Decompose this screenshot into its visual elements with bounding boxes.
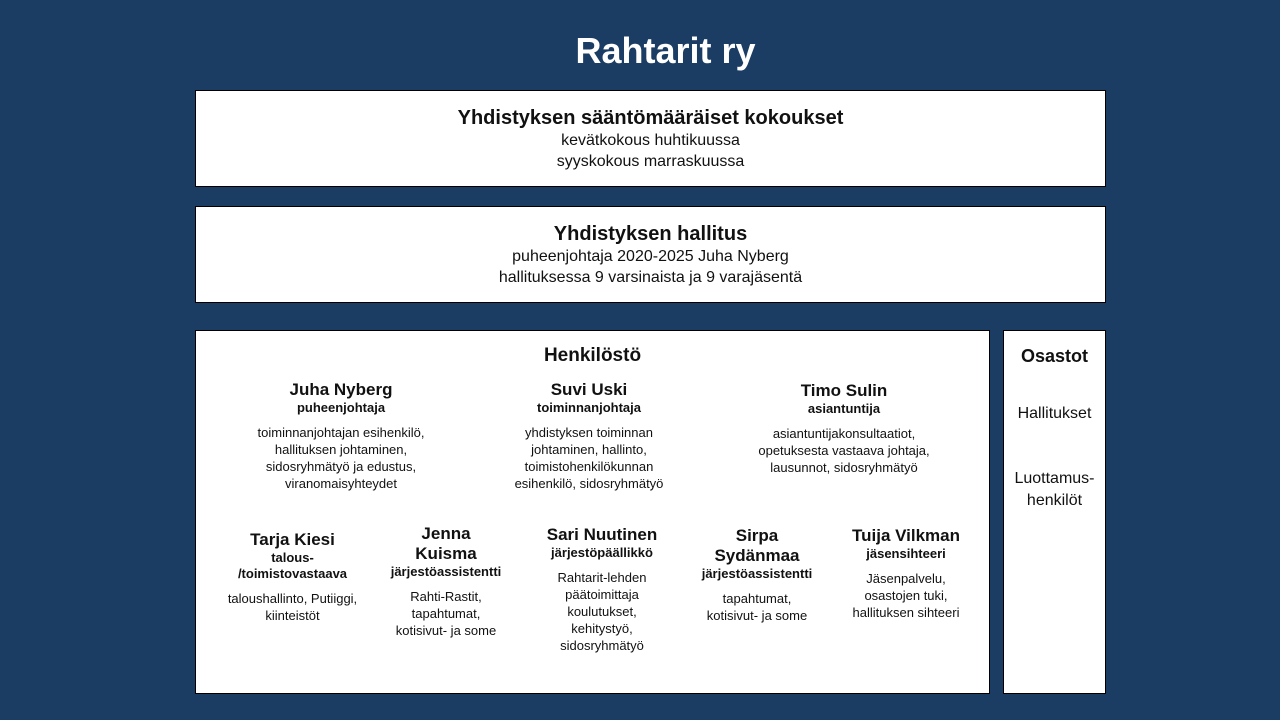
board-box [195,206,1106,303]
person-role: järjestöassistentti [701,566,813,581]
person-card [532,525,672,654]
departments-box [1003,330,1106,694]
meetings-box [195,90,1106,187]
person-role: järjestöpäällikkö [551,545,653,560]
staff-box [195,330,990,694]
person-card [241,380,441,492]
person-role: järjestöassistentti [390,564,502,579]
person-name: Suvi Uski [550,380,628,399]
board-line-1: puheenjohtaja 2020-2025 Juha Nyberg [512,248,789,265]
board-line-2: hallituksessa 9 varsinaista ja 9 varajäsentä [498,269,803,286]
person-card [734,381,954,476]
person-description: Rahti-Rastit, tapahtumat, kotisivut- ja some [395,589,497,638]
person-name: Juha Nyberg [289,380,393,399]
departments-heading: Osastot [1020,346,1089,366]
person-name: Tuija Vilkman [851,526,961,545]
person-description: Rahtarit-lehden päätoimittaja koulutukset, kehitystyö, sidosryhmätyö [557,570,647,653]
person-description: taloushallinto, Putiiggi, kiinteistöt [227,591,358,623]
department-item: Luottamus- henkilöt [1014,470,1095,509]
person-role: asiantuntija [807,401,881,416]
staff-heading: Henkilöstö [543,345,642,366]
person-name: Timo Sulin [800,381,888,400]
person-description: Jäsenpalvelu, osastojen tuki, hallituksen sihteeri [852,571,960,620]
board-heading: Yhdistyksen hallitus [553,223,748,245]
person-card [381,524,511,639]
person-card [214,530,371,624]
person-name: Sari Nuutinen [546,525,658,544]
person-card [692,526,822,624]
person-description: tapahtumat, kotisivut- ja some [706,591,808,623]
person-card [489,380,689,492]
person-role: toiminnanjohtaja [537,400,641,415]
person-name: Tarja Kiesi [250,530,335,549]
person-name: Jenna Kuisma [415,524,477,563]
person-role: puheenjohtaja [296,400,386,415]
person-description: toiminnanjohtajan esihenkilö, hallituksen johtaminen, sidosryhmätyö ja edustus, viranomaisyhteydet [257,425,425,491]
person-name: Sirpa Sydänmaa [714,526,800,565]
page-title: Rahtarit ry [575,30,756,71]
person-description: yhdistyksen toiminnan johtaminen, hallinto, toimistohenkilökunnan esihenkilö, sidosryhmätyö [514,425,664,491]
meetings-heading: Yhdistyksen sääntömääräiset kokoukset [457,107,844,129]
person-description: asiantuntijakonsultaatiot, opetuksesta vastaava johtaja, lausunnot, sidosryhmätyö [758,426,930,475]
department-item: Hallitukset [1017,405,1092,422]
meetings-line-2: syyskokous marraskuussa [556,153,745,170]
person-card [836,526,976,621]
person-role: jäsensihteeri [866,546,946,561]
person-role: talous- /toimistovastaava [237,550,348,581]
meetings-line-1: kevätkokous huhtikuussa [561,132,740,149]
